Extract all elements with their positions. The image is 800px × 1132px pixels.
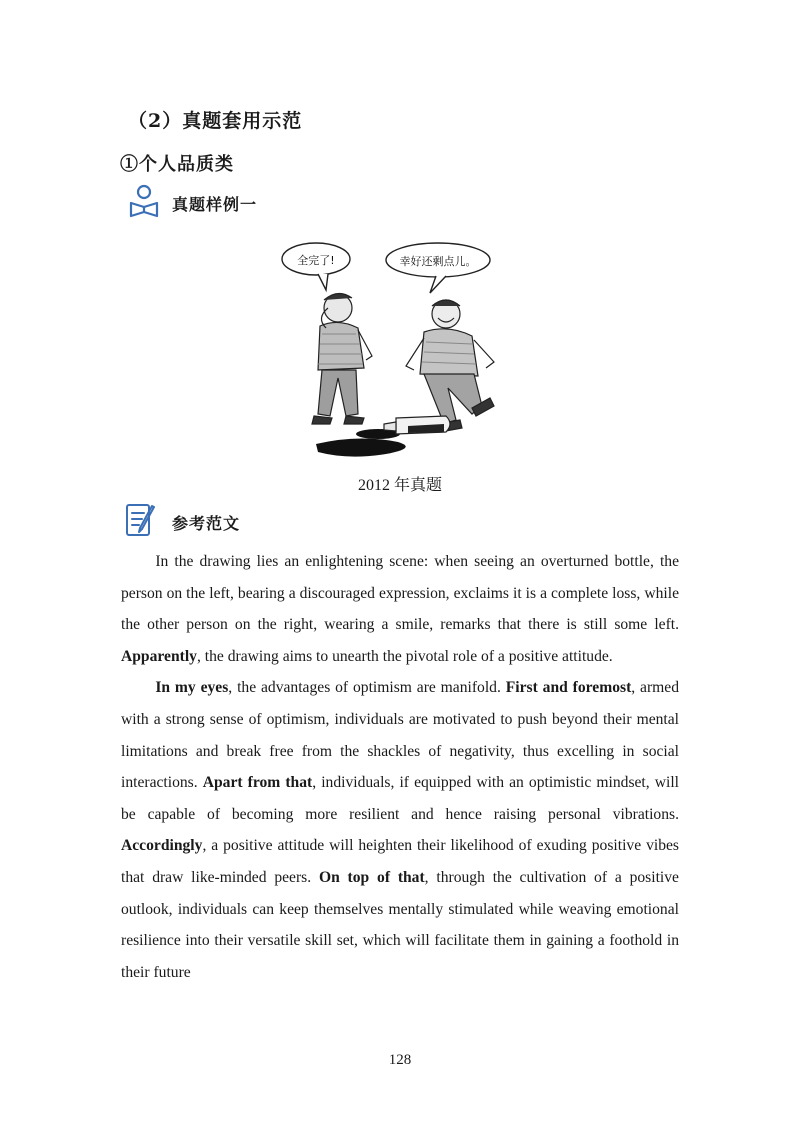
bold-transition: Apparently (121, 647, 197, 665)
cartoon-figure (268, 238, 536, 464)
essay-paragraph-1: In the drawing lies an enlightening scene: when seeing an overturned bottle, the person on the left, bearing a discouraged expression, exclaims it is a complete loss, while the other person on the right, wearing a smile, remarks that there is still some left. Apparently, the drawing aims to unearth the pivotal role of a positive attitude. (121, 553, 679, 665)
sample-header (128, 186, 257, 220)
section-heading: （2）真题套用示范 (128, 110, 303, 132)
essay-body (121, 546, 679, 988)
bold-transition: On top of that (318, 868, 425, 886)
reference-header (124, 502, 240, 542)
reference-label: 参考范文 (172, 513, 241, 533)
smiling-person (406, 300, 494, 432)
category-heading: ①个人品质类 (120, 154, 234, 175)
bold-transition: First and foremost (505, 679, 632, 697)
discouraged-person (312, 293, 372, 424)
bold-transition: Accordingly (121, 837, 203, 855)
bold-transition: Apart from that (202, 774, 313, 792)
speech-bubble-left (282, 243, 350, 290)
reader-icon (128, 184, 160, 223)
page-number: 128 (388, 1052, 412, 1068)
overturned-bottle (316, 416, 450, 457)
speech-bubble-right (386, 243, 490, 293)
bubble-right-text: 幸好还剩点儿。 (399, 255, 477, 268)
bubble-left-text: 全完了! (297, 254, 335, 267)
essay-paragraph-2: In my eyes, the advantages of optimism are manifold. First and foremost, armed with a strong sense of optimism, individuals are motivated to push beyond their mental limitations and break free from the shackles of negativity, thus excelling in social interactions. Apart from that, individuals, if equipped with an optimistic mindset, will be capable of becoming more resilient and hence raising personal vibrations. Accordingly, a positive attitude will heighten their likelihood of exuding positive vibes that draw like-minded peers. On top of that, through the cultivation of a positive outlook, individuals can keep themselves mentally stimulated while weaving emotional resilience into their versatile skill set, which will facilitate them in gaining a foothold in their future (121, 679, 680, 981)
notepad-pen-icon (124, 501, 158, 544)
figure-caption: 2012 年真题 (357, 477, 442, 494)
bold-transition: In my eyes (155, 679, 229, 697)
sample-label: 真题样例一 (172, 194, 258, 214)
